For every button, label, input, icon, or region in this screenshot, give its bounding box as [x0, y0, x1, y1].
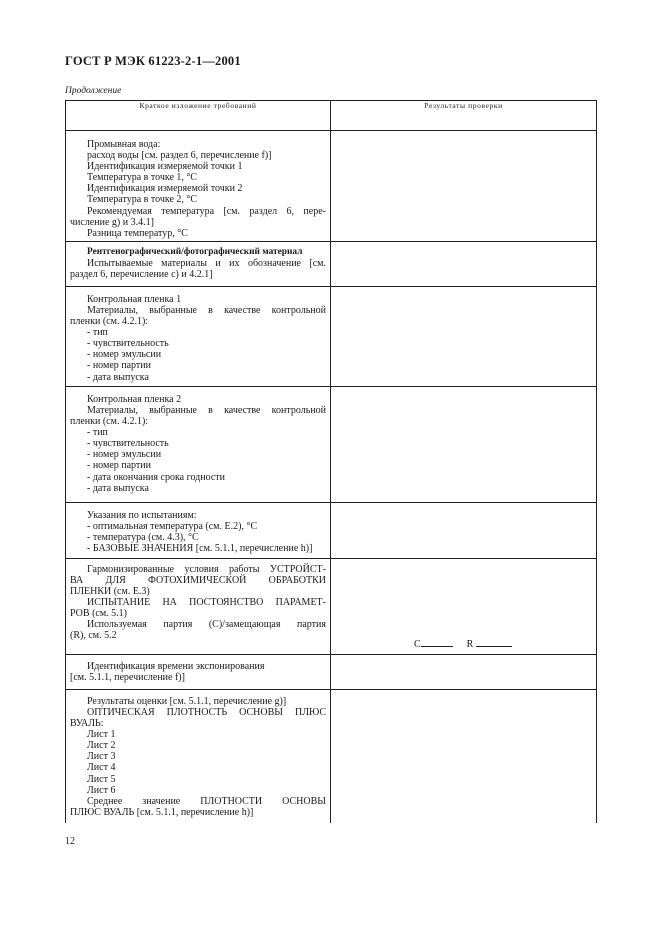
text-line: пленки (см. 4.2.1):	[70, 316, 149, 328]
text-line: [см. 5.1.1, перечисление f)]	[70, 671, 185, 683]
text-line: Идентификация измеряемой точки 2	[87, 183, 243, 195]
list-item: - чувствительность	[87, 338, 169, 350]
list-item: - БАЗОВЫЕ ЗНАЧЕНИЯ [см. 5.1.1, перечисление h)]	[87, 543, 313, 555]
list-item: - номер эмульсии	[87, 349, 162, 361]
requirement-cell	[66, 689, 331, 823]
list-item: - дата выпуска	[87, 371, 149, 383]
list-item: - дата выпуска	[87, 482, 149, 494]
list-item: - чувствительность	[87, 438, 169, 450]
text-line: Среднее значение ПЛОТНОСТИ ОСНОВЫ	[87, 795, 326, 807]
replacement-batch-field[interactable]	[476, 646, 512, 647]
table-row	[66, 502, 597, 558]
section-heading: Рентгенографический/фотографический материал	[87, 246, 303, 257]
text-line: (R), см. 5.2	[70, 630, 117, 642]
list-item: Лист 4	[87, 762, 116, 774]
text-line: числение g) и 3.4.1]	[70, 216, 154, 228]
result-cell[interactable]	[331, 502, 597, 558]
text-line: пленки (см. 4.2.1):	[70, 416, 149, 428]
text-line: ПЛЕНКИ (см. Е.3)	[70, 586, 150, 598]
text-line: Рекомендуемая температура [см. раздел 6, пере-	[87, 205, 326, 217]
requirement-cell	[66, 502, 331, 558]
result-cell[interactable]	[331, 689, 597, 823]
text-line: Указания по испытаниям:	[87, 509, 197, 521]
result-cell[interactable]	[331, 131, 597, 242]
requirement-cell	[66, 241, 331, 286]
text-line: раздел 6, перечисление с) и 4.2.1]	[70, 269, 213, 281]
column-header-requirements: Краткое изложение требований	[66, 101, 331, 131]
text-line: Контрольная пленка 1	[87, 293, 182, 305]
text-line: Температура в точке 2, °С	[87, 194, 198, 206]
text-line: ОПТИЧЕСКАЯ ПЛОТНОСТЬ ОСНОВЫ ПЛЮС	[87, 706, 326, 718]
requirement-cell	[66, 654, 331, 689]
text-line: расход воды [см. раздел 6, перечисление f)]	[87, 150, 272, 162]
result-cell[interactable]	[331, 386, 597, 502]
text-line: Контрольная пленка 2	[87, 393, 182, 405]
table-row	[66, 558, 597, 654]
list-item: - номер эмульсии	[87, 449, 162, 461]
table-row	[66, 286, 597, 386]
continuation-label: Продолжение	[65, 86, 122, 96]
list-item: Лист 6	[87, 784, 116, 796]
text-line: Разница температур, °С	[87, 227, 188, 239]
requirement-cell	[66, 286, 331, 386]
text-line: ВА ДЛЯ ФОТОХИМИЧЕСКОЙ ОБРАБОТКИ	[70, 574, 326, 586]
list-item: - дата окончания срока годности	[87, 471, 225, 483]
table-row	[66, 386, 597, 502]
document-title: ГОСТ Р МЭК 61223-2-1—2001	[65, 54, 241, 68]
result-cell	[331, 558, 597, 654]
page-number: 12	[65, 836, 75, 847]
list-item: Лист 3	[87, 751, 116, 763]
list-item: Лист 2	[87, 740, 116, 752]
text-line: ИСПЫТАНИЕ НА ПОСТОЯНСТВО ПАРАМЕТ-	[87, 597, 326, 609]
text-line: ПЛЮС ВУАЛЬ [см. 5.1.1, перечисление h)]	[70, 806, 254, 818]
text-line: Промывная вода:	[87, 139, 161, 150]
result-cell[interactable]	[331, 654, 597, 689]
list-item: Лист 5	[87, 773, 116, 785]
result-cell[interactable]	[331, 241, 597, 286]
column-header-results: Результаты проверки	[331, 101, 597, 131]
text-line: Температура в точке 1, °С	[87, 172, 198, 184]
text-line: Испытываемые материалы и их обозначение [см.	[87, 257, 326, 269]
table-row	[66, 689, 597, 823]
list-item: - температура (см. 4.3), °С	[87, 532, 199, 544]
text-line: Идентификация измеряемой точки 1	[87, 161, 243, 173]
replacement-batch-label: R	[466, 638, 474, 650]
requirement-cell	[66, 558, 331, 654]
text-line: Материалы, выбранные в качестве контрольной	[87, 404, 326, 416]
table-header-row	[66, 101, 597, 131]
table-row	[66, 241, 597, 286]
requirement-cell	[66, 131, 331, 242]
list-item: - оптимальная температура (см. Е.2), °С	[87, 520, 258, 532]
list-item: Лист 1	[87, 729, 116, 741]
result-cell[interactable]	[331, 286, 597, 386]
requirements-table	[65, 100, 597, 823]
text-line: РОВ (см. 5.1)	[70, 608, 128, 620]
current-batch-label: С	[414, 638, 421, 650]
list-item: - номер партии	[87, 360, 151, 372]
batch-result-line	[414, 639, 512, 650]
list-item: - тип	[87, 327, 108, 339]
requirement-cell	[66, 386, 331, 502]
list-item: - номер партии	[87, 460, 151, 472]
list-item: - тип	[87, 427, 108, 439]
table-row	[66, 131, 597, 242]
table-row	[66, 654, 597, 689]
text-line: Результаты оценки [см. 5.1.1, перечисление g)]	[87, 695, 287, 707]
text-line: Гармонизированные условия работы УСТРОЙСТ-	[87, 563, 326, 575]
current-batch-field[interactable]	[421, 646, 453, 647]
text-line: Материалы, выбранные в качестве контрольной	[87, 304, 326, 316]
text-line: ВУАЛЬ:	[70, 718, 104, 730]
text-line: Используемая партия (С)/замещающая партия	[87, 619, 326, 631]
text-line: Идентификация времени экспонирования	[87, 660, 265, 672]
